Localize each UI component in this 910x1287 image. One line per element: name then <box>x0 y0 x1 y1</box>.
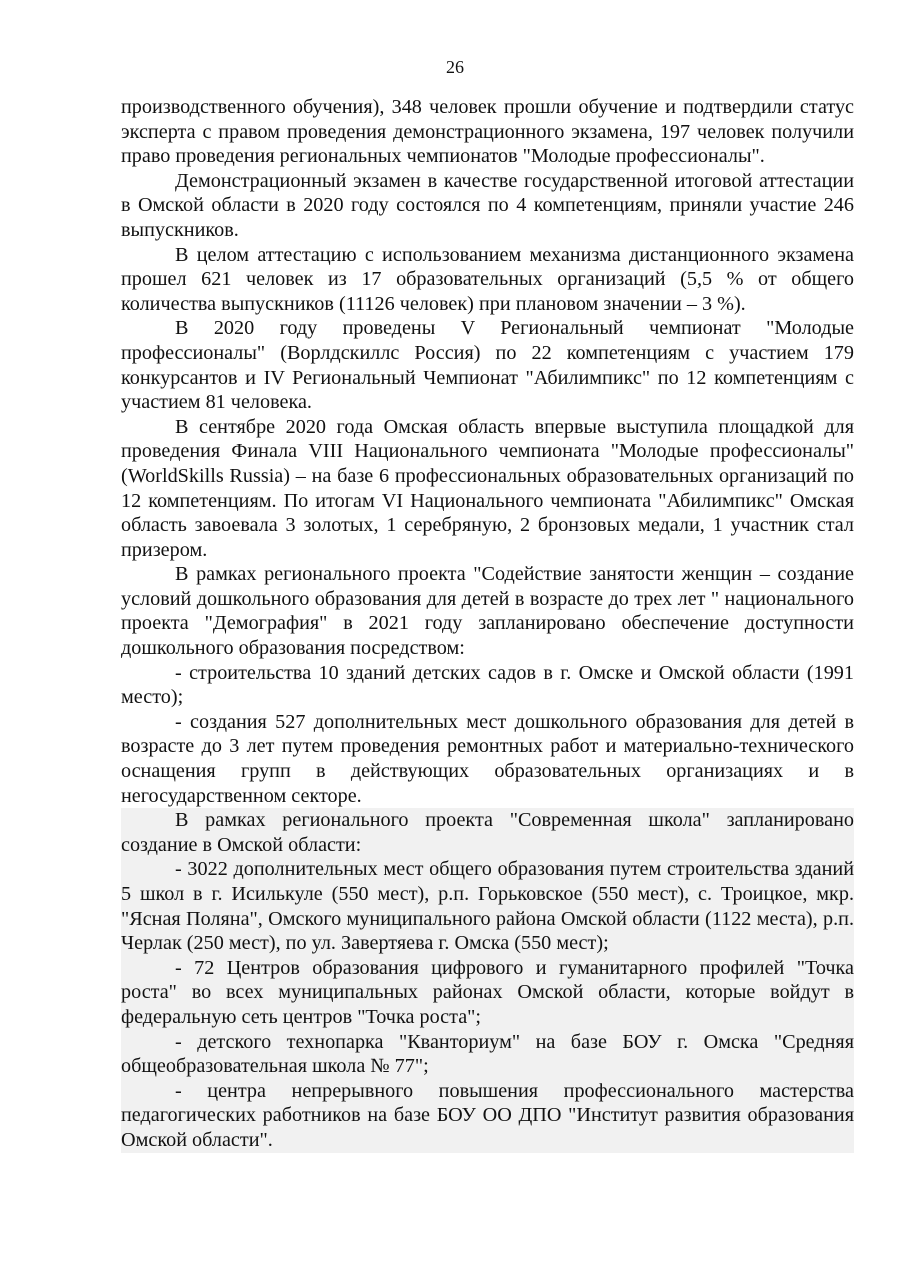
list-item-kindergartens: - строительства 10 зданий детских садов в г. Омске и Омской области (1991 место); <box>121 661 854 709</box>
document-body <box>121 95 854 1153</box>
page-number: 26 <box>446 57 464 77</box>
paragraph-regional-championships: В 2020 году проведены V Региональный чемпионат "Молодые профессионалы" (Ворлдскиллс Россия) по 22 компетенциям с участием 179 конкурсантов и IV Региональный Чемпионат "Абилимпикс" по 12 компетенциям с участием 81 человека. <box>121 317 854 414</box>
paragraph-demography-project: В рамках регионального проекта "Содействие занятости женщин – создание условий дошкольного образования для детей в возрасте до трех лет " национального проекта "Демография" в 2021 году запланировано обеспечение доступности дошкольного образования посредством: <box>121 563 854 660</box>
paragraph-remote-exam: В целом аттестацию с использованием механизма дистанционного экзамена прошел 621 человек из 17 образовательных организаций (5,5 % от общего количества выпускников (11126 человек) при плановом значении – 3 %). <box>121 243 854 315</box>
list-item-quantorium: - детского технопарка "Кванториум" на базе БОУ г. Омска "Средняя общеобразовательная школа № 77"; <box>121 1030 854 1078</box>
list-item-preschool-places: - создания 527 дополнительных мест дошкольного образования для детей в возрасте до 3 лет путем проведения ремонтных работ и материально-технического оснащения групп в действующих образовательных организациях и в негосударственном секторе. <box>121 710 854 807</box>
list-item-new-schools: - 3022 дополнительных мест общего образования путем строительства зданий 5 школ в г. Исилькуле (550 мест), р.п. Горьковское (550 мест), с. Троицкое, мкр. "Ясная Поляна", Омского муниципального района Омской области (1122 места), р.п. Черлак (250 мест), по ул. Завертяева г. Омска (550 мест); <box>121 858 854 955</box>
list-item-teacher-center: - центра непрерывного повышения профессионального мастерства педагогических работников на базе БОУ ОО ДПО "Институт развития образования Омской области". <box>121 1079 854 1151</box>
paragraph-training-continuation: производственного обучения), 348 человек прошли обучение и подтвердили статус эксперта с правом проведения демонстрационного экзамена, 197 человек получили право проведения региональных чемпионатов "Молодые профессионалы". <box>121 96 854 168</box>
paragraph-modern-school-project: В рамках регионального проекта "Современная школа" запланировано создание в Омской области: <box>121 809 854 856</box>
paragraph-national-final: В сентябре 2020 года Омская область впервые выступила площадкой для проведения Финала VIII Национального чемпионата "Молодые профессионалы" (WorldSkills Russia) – на базе 6 профессиональных образовательных организаций по 12 компетенциям. По итогам VI Национального чемпионата "Абилимпикс" Омская область завоевала 3 золотых, 1 серебряную, 2 бронзовых медали, 1 участник стал призером. <box>121 415 854 561</box>
list-item-growth-points: - 72 Центров образования цифрового и гуманитарного профилей "Точка роста" во всех муниципальных районах Омской области, которые войдут в федеральную сеть центров "Точка роста"; <box>121 956 854 1028</box>
paragraph-demo-exam: Демонстрационный экзамен в качестве государственной итоговой аттестации в Омской области в 2020 году состоялся по 4 компетенциям, приняли участие 246 выпускников. <box>121 169 854 241</box>
